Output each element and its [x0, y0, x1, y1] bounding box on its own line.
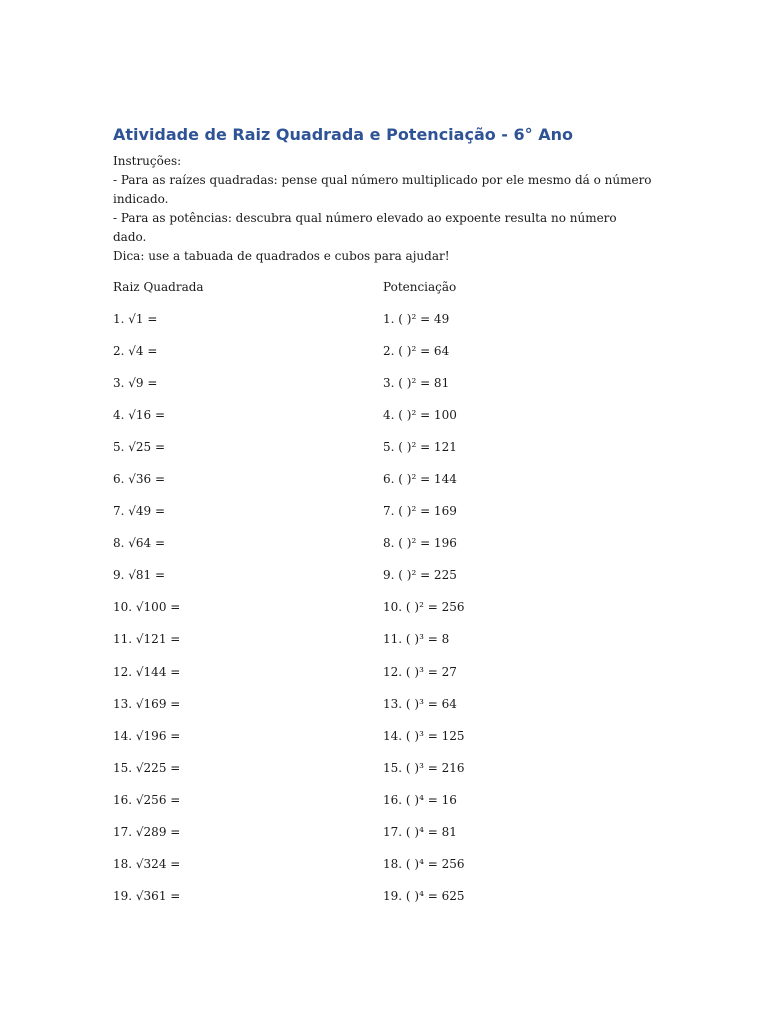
power-column — [383, 278, 653, 919]
worksheet — [113, 124, 653, 919]
square-root-item: 7. √49 = — [113, 504, 166, 519]
square-root-item: 11. √121 = — [113, 632, 181, 647]
power-item: 10. ( )² = 256 — [383, 600, 465, 615]
power-list — [383, 310, 653, 919]
power-item: 7. ( )² = 169 — [383, 504, 457, 519]
power-item: 8. ( )² = 196 — [383, 536, 457, 551]
page-title: Atividade de Raiz Quadrada e Potenciação - 6° Ano — [113, 125, 573, 144]
power-item: 19. ( )⁴ = 625 — [383, 888, 465, 903]
power-item: 14. ( )³ = 125 — [383, 728, 465, 743]
power-item: 2. ( )² = 64 — [383, 344, 450, 359]
instructions-tip: Dica: use a tabuada de quadrados e cubos para ajudar! — [113, 249, 450, 263]
power-item: 16. ( )⁴ = 16 — [383, 792, 457, 807]
instructions-label: Instruções: — [113, 154, 182, 168]
square-root-item: 15. √225 = — [113, 760, 181, 775]
square-root-header: Raiz Quadrada — [113, 280, 204, 294]
square-root-item: 9. √81 = — [113, 568, 166, 583]
exercise-columns — [113, 278, 653, 919]
square-root-item: 2. √4 = — [113, 344, 158, 359]
power-item: 9. ( )² = 225 — [383, 568, 457, 583]
square-root-item: 16. √256 = — [113, 792, 181, 807]
square-root-item: 12. √144 = — [113, 664, 181, 679]
power-item: 17. ( )⁴ = 81 — [383, 824, 457, 839]
power-item: 18. ( )⁴ = 256 — [383, 856, 465, 871]
square-root-item: 8. √64 = — [113, 536, 166, 551]
power-item: 11. ( )³ = 8 — [383, 632, 450, 647]
power-item: 6. ( )² = 144 — [383, 472, 457, 487]
instructions-line-2: - Para as potências: descubra qual número elevado ao expoente resulta no número dado. — [113, 211, 617, 244]
square-root-column — [113, 278, 383, 919]
power-item: 1. ( )² = 49 — [383, 312, 450, 326]
power-item: 4. ( )² = 100 — [383, 408, 457, 423]
square-root-item: 4. √16 = — [113, 408, 166, 423]
square-root-item: 10. √100 = — [113, 600, 181, 615]
square-root-item: 5. √25 = — [113, 440, 166, 455]
power-header: Potenciação — [383, 280, 457, 294]
power-item: 5. ( )² = 121 — [383, 440, 457, 455]
square-root-item: 13. √169 = — [113, 696, 181, 711]
power-item: 3. ( )² = 81 — [383, 376, 450, 391]
power-item: 12. ( )³ = 27 — [383, 664, 457, 679]
square-root-item: 1. √1 = — [113, 312, 158, 326]
power-item: 13. ( )³ = 64 — [383, 696, 457, 711]
square-root-item: 6. √36 = — [113, 472, 166, 487]
square-root-item: 18. √324 = — [113, 856, 181, 871]
square-root-item: 17. √289 = — [113, 824, 181, 839]
power-item: 15. ( )³ = 216 — [383, 760, 465, 775]
square-root-item: 14. √196 = — [113, 728, 181, 743]
square-root-item: 3. √9 = — [113, 376, 158, 391]
square-root-item: 19. √361 = — [113, 888, 181, 903]
instructions-line-1: - Para as raízes quadradas: pense qual número multiplicado por ele mesmo dá o número indicado. — [113, 173, 652, 206]
square-root-list — [113, 310, 383, 919]
